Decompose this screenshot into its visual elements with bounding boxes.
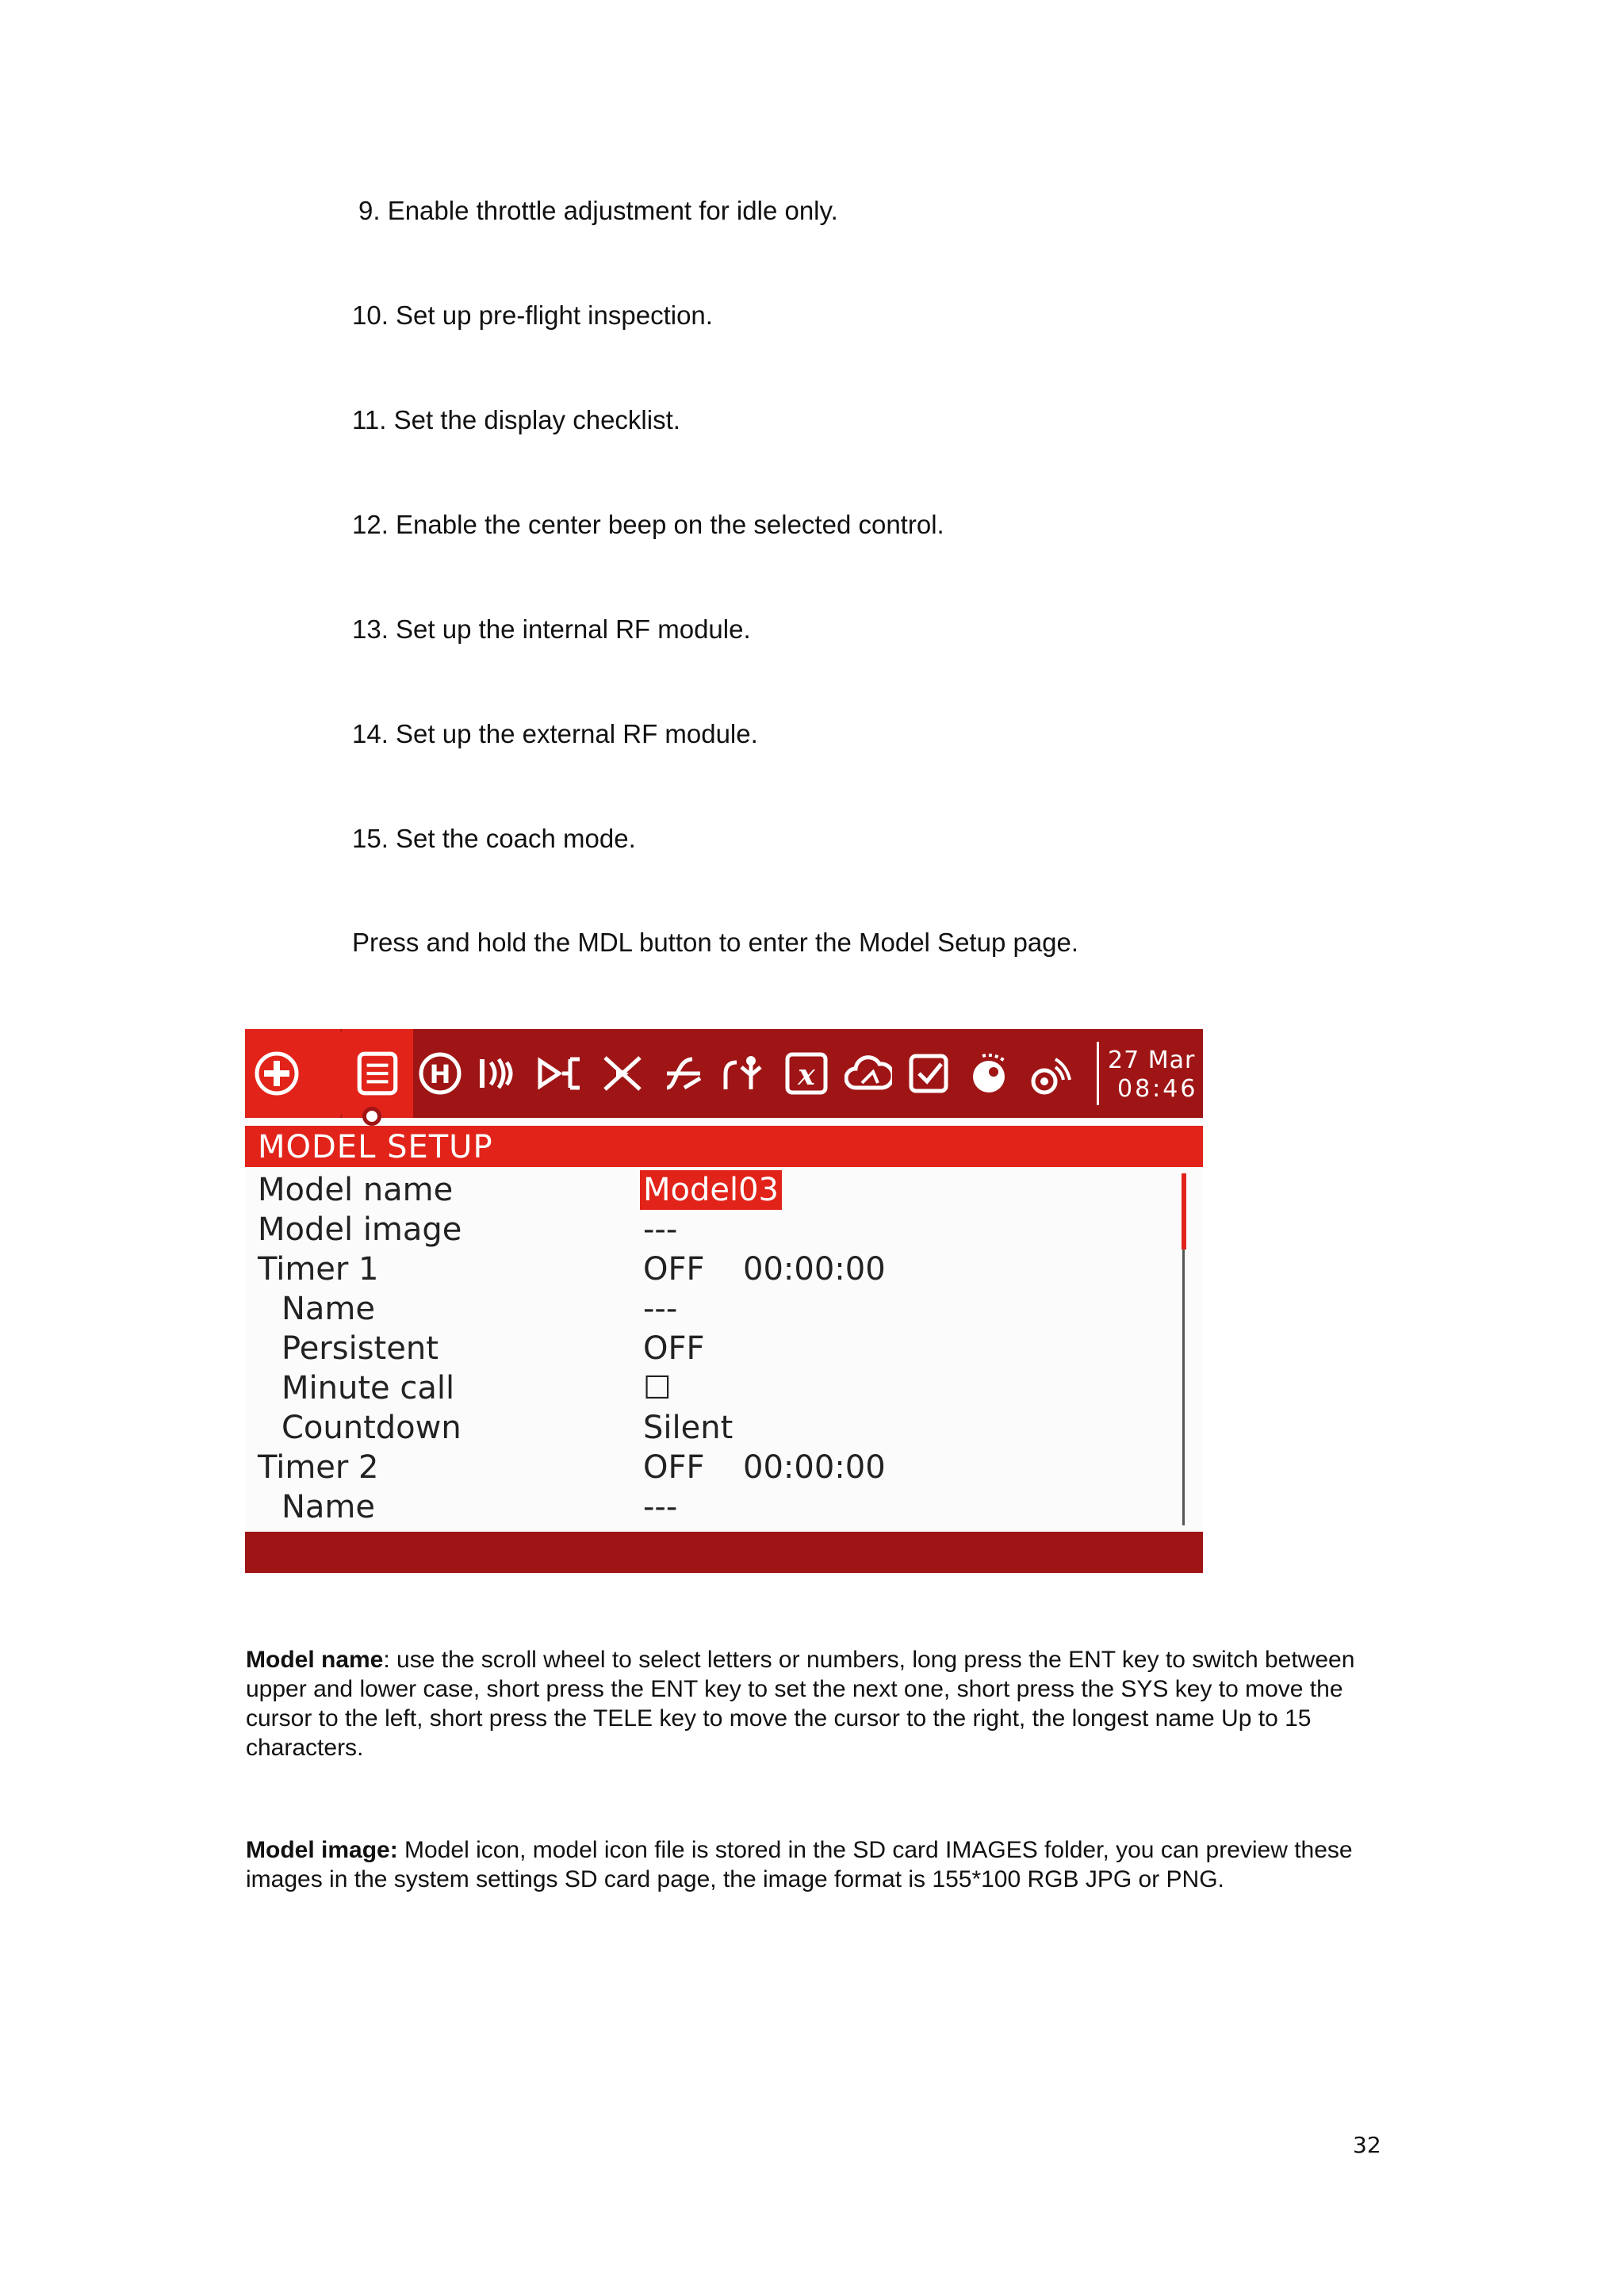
- radio-screen: [245, 1029, 1203, 1573]
- model-image-field[interactable]: ---: [643, 1211, 678, 1248]
- row-label-persistent: Persistent: [282, 1330, 439, 1367]
- row-label-model-name: Model name: [258, 1172, 454, 1208]
- row-label-model-image: Model image: [258, 1211, 462, 1248]
- model-name-text: : use the scroll wheel to select letters or numbers, long press the ENT key to switch between upper and lower case, short press the ENT key to set the next one, short press the SYS key to move the cursor to the left, short press the TELE key to move the cursor to the right, the longest name Up to 15 characters.: [246, 1647, 1355, 1761]
- persistent-field[interactable]: OFF: [643, 1330, 705, 1367]
- header-separator: [1097, 1042, 1099, 1105]
- model-image-text: Model icon, model icon file is stored in the SD card IMAGES folder, you can preview these images in the system settings SD card page, the image format is 155*100 RGB JPG or PNG.: [246, 1837, 1353, 1892]
- logical-switch-icon[interactable]: [719, 1040, 767, 1107]
- page-title: MODEL SETUP: [258, 1129, 493, 1165]
- heli-icon[interactable]: [416, 1040, 464, 1107]
- model-name-field[interactable]: Model03: [640, 1170, 782, 1210]
- input-icon[interactable]: [475, 1040, 523, 1107]
- svg-text:x: x: [798, 1058, 815, 1092]
- header-date: 27 Mar: [1108, 1047, 1196, 1074]
- minute-call-checkbox[interactable]: ☐: [643, 1370, 672, 1406]
- active-tab-indicator: [362, 1107, 381, 1126]
- model-name-term: Model name: [246, 1647, 384, 1673]
- page-number: 32: [1353, 2132, 1381, 2158]
- timer2-mode-field[interactable]: OFF: [643, 1449, 705, 1486]
- step-9: 9. Enable throttle adjustment for idle only.: [358, 196, 838, 225]
- step-14: 14. Set up the external RF module.: [352, 719, 758, 748]
- telemetry-signal-icon[interactable]: [1025, 1040, 1073, 1107]
- model-name-description: [246, 1645, 1411, 1762]
- step-11: 11. Set the display checklist.: [352, 405, 680, 434]
- menu-list-icon[interactable]: [342, 1029, 413, 1118]
- outputs-icon[interactable]: [599, 1040, 646, 1107]
- lua-script-icon[interactable]: [845, 1040, 892, 1107]
- countdown-field[interactable]: Silent: [643, 1410, 733, 1446]
- model-image-term: Model image:: [246, 1837, 398, 1863]
- curves-icon[interactable]: [661, 1040, 708, 1107]
- special-functions-icon[interactable]: [783, 1040, 830, 1107]
- svg-text:H: H: [429, 1059, 451, 1089]
- bottom-bar: [245, 1532, 1203, 1573]
- timer2-name-field[interactable]: ---: [643, 1489, 678, 1525]
- mixer-icon[interactable]: [535, 1040, 583, 1107]
- row-label-timer1-name: Name: [282, 1291, 376, 1327]
- model-image-description: [246, 1835, 1411, 1894]
- telemetry-icon[interactable]: [906, 1040, 954, 1107]
- plus-circle-icon[interactable]: [253, 1040, 301, 1107]
- timer1-mode-field[interactable]: OFF: [643, 1251, 705, 1288]
- row-label-minute-call: Minute call: [282, 1370, 455, 1406]
- step-13: 13. Set up the internal RF module.: [352, 614, 751, 644]
- step-10: 10. Set up pre-flight inspection.: [352, 300, 713, 330]
- row-label-countdown: Countdown: [282, 1410, 462, 1446]
- timer-icon[interactable]: [967, 1040, 1014, 1107]
- row-label-timer1: Timer 1: [258, 1251, 379, 1288]
- row-label-timer2: Timer 2: [258, 1449, 379, 1486]
- page-title-bar: [245, 1126, 1203, 1167]
- scrollbar-thumb[interactable]: [1182, 1173, 1186, 1249]
- step-12: 12. Enable the center beep on the selected control.: [352, 510, 944, 539]
- step-15: 15. Set the coach mode.: [352, 824, 636, 853]
- row-label-timer2-name: Name: [282, 1489, 376, 1525]
- timer1-name-field[interactable]: ---: [643, 1291, 678, 1327]
- header-time: 08:46: [1117, 1075, 1198, 1103]
- timer1-time-field[interactable]: 00:00:00: [743, 1251, 886, 1288]
- timer2-time-field[interactable]: 00:00:00: [743, 1449, 886, 1486]
- intro-text: Press and hold the MDL button to enter the Model Setup page.: [352, 928, 1079, 957]
- top-toolbar: [245, 1029, 1203, 1118]
